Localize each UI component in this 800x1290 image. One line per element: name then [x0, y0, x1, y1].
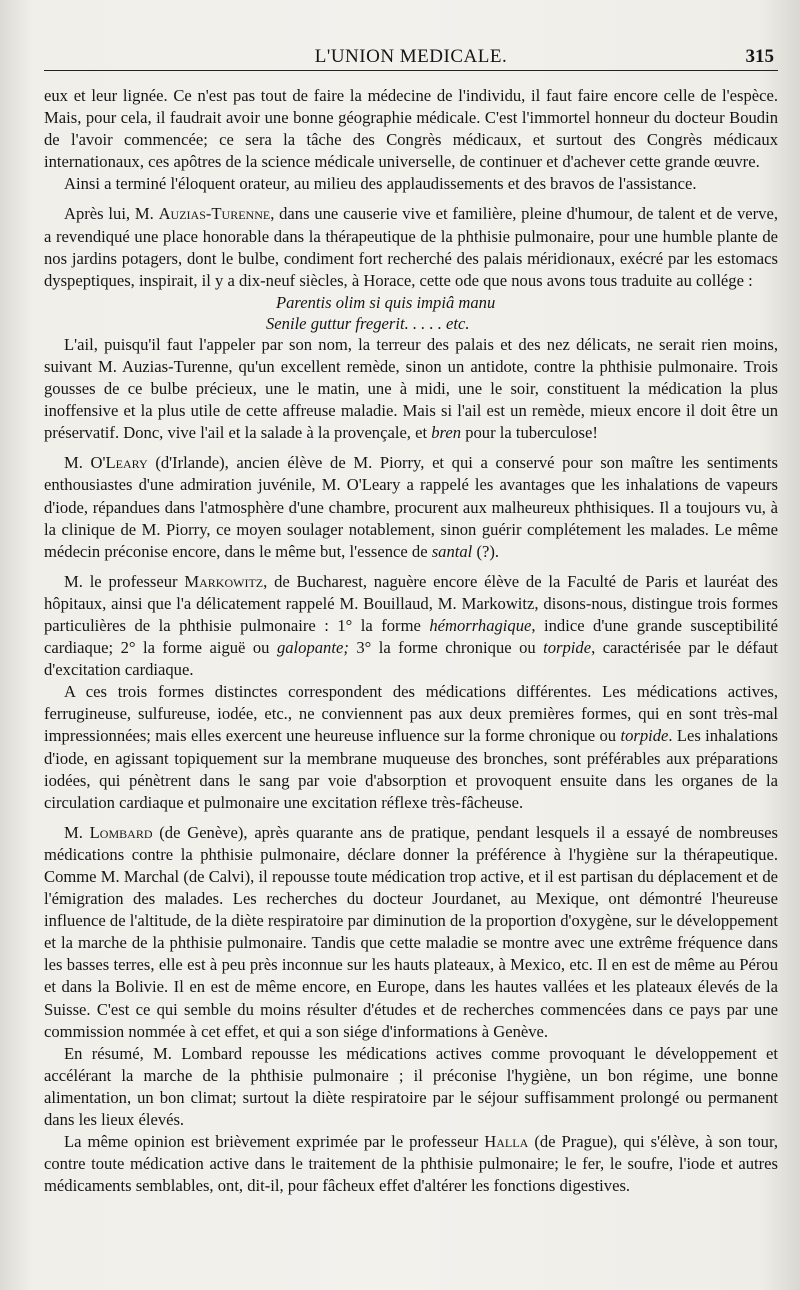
- italic-term: galopante;: [276, 638, 349, 658]
- person-name: Auzias-Turenne: [158, 204, 271, 224]
- text-span: L'ail, puisqu'il faut l'appeler par son nom, la terreur des palais et des nez délicats, ne serait rien moins, suivant M. Auzias-Turenne, qu'un excellent remède, sinon un antidote, contre la phthisie pulmonaire. Trois gousses de ce bulbe précieux, une le matin, une à midi, une le soir, constituent la médication la plus inoffensive et la plus utile de cette affreuse maladie. Mais si l'ail est un remède, mieux encore il doit être un préservatif. Donc, vive l'ail et la salade à la provençale, et: [44, 334, 778, 443]
- text-span: (de Genève), après quarante ans de pratique, pendant lesquels il a essayé de nombreuses médications contre la phthisie pulmonaire, déclare donner la préférence à l'hygiène sur la thérapeutique. Comme M. Marchal (de Calvi), il repousse toute médication trop active, et il est partisan du déplacement et de l'émigration des malades. Les recherches du docteur Jourdanet, au Mexique, ont démontré l'heureuse influence de l'altitude, de la diète respiratoire par diminution de la proportion d'oxygène, sur le développement et la marche de la phthisie pulmonaire. Tandis que cette maladie se montre avec une extrême fréquence dans les basses terres, elle est à peu près inconnue sur les hauts plateaux, à Mexico, etc. Il en est de même au Pérou et dans la Bolivie. Il en est de même encore, en Europe, dans les hautes vallées et les plateaux élevés de la Suisse. C'est ce qui semble du moins résulter d'études et de recherches commencées dans ce pays par une commission nommée à cet effet, et qui a son siége d'informations à Genève.: [44, 822, 778, 1041]
- text-span: , indice d'une grande susceptibilité cardiaque; 2° la forme aiguë ou: [44, 615, 778, 658]
- paragraph-2: Ainsi a terminé l'éloquent orateur, au milieu des applaudissements et des bravos de l'assistance.: [64, 174, 697, 194]
- person-name: Halla: [484, 1132, 529, 1152]
- page-header: [44, 40, 778, 71]
- text-span: M. le professeur: [64, 571, 185, 591]
- italic-term: bren: [431, 423, 462, 443]
- text-span: A ces trois formes distinctes correspondent des médications différentes. Les médications actives, ferrugineuse, sulfureuse, iodée, etc., ne conviennent pas aux deux premières formes, qui en sont très-mal impressionnées; mais elles exercent une heureuse influence sur la forme chronique ou: [44, 682, 778, 746]
- italic-term: torpide: [543, 638, 592, 658]
- text-span: . Les inhalations d'iode, en agissant topiquement sur la membrane muqueuse des bronches, sont préférables aux préparations iodées, qui pénètrent dans le sang par voie d'absorption et provoquent ensuite dans les organes de la circulation cardiaque et pulmonaire une excitation réflexe très-fâcheuse.: [44, 726, 778, 812]
- page-number: 315: [745, 46, 774, 67]
- person-name: O'Leary: [90, 453, 148, 473]
- text-span: pour la tuberculose!: [461, 423, 598, 443]
- quote-line-2: Senile guttur fregerit. . . . . etc.: [266, 313, 470, 333]
- text-span: M.: [64, 453, 91, 473]
- paragraph-8: [44, 822, 778, 1043]
- text-span: , dans une causerie vive et familière, pleine d'humour, de talent et de verve, a revendiqué une place honorable dans la thérapeutique de la phthisie pulmonaire, pour une humble plante de nos jardins potagers, dont le bulbe, condiment fort recherché des palais méridionaux, exécré par les estomacs dyspeptiques, inspirait, il y a dix-neuf siècles, à Horace, cette ode que nous avons tous traduite au collége :: [44, 204, 778, 290]
- text-span: La même opinion est brièvement exprimée par le professeur: [64, 1132, 485, 1152]
- latin-quotation: [44, 292, 778, 334]
- text-span: 3° la forme chronique ou: [348, 638, 544, 658]
- text-span: , de Bucharest, naguère encore élève de la Faculté de Paris et lauréat des hôpitaux, ainsi que l'a délicatement rappelé M. Bouillaud, M. Markowitz, disons-nous, distingue trois formes particulières de la phthisie pulmonaire : 1° la forme: [44, 571, 779, 635]
- paragraph-9: En résumé, M. Lombard repousse les médications actives comme provoquant le développement et accélérant la marche de la phthisie pulmonaire ; il préconise l'hygiène, un bon régime, une bonne alimentation, un bon climat; surtout la diète respiratoire par le séjour suffisamment prolongé ou permanent dans les lieux élevés.: [44, 1043, 778, 1130]
- italic-term: hémorrhagique: [429, 615, 532, 635]
- paragraph-4: [44, 334, 778, 444]
- paragraph-6: [44, 571, 778, 681]
- italic-term: torpide: [620, 726, 669, 746]
- paragraph-7: [44, 681, 778, 814]
- text-span: Après lui, M.: [64, 204, 159, 224]
- person-name: Markowitz: [184, 571, 264, 591]
- text-span: (?).: [472, 541, 500, 561]
- paragraph-10: [44, 1131, 778, 1197]
- paragraph-1: eux et leur lignée. Ce n'est pas tout de faire la médecine de l'individu, il faut faire encore celle de l'espèce. Mais, pour cela, il faudrait avoir une bonne géographie médicale. C'est l'immortel honneur du docteur Boudin de l'avoir commencée; ce sera la tâche des Congrès médicaux, et surtout des Congrès médicaux internationaux, ces apôtres de la science médicale universelle, de continuer et d'achever cette grande œuvre.: [44, 86, 778, 172]
- text-span: (d'Irlande), ancien élève de M. Piorry, et qui a conservé pour son maître les sentiments enthousiastes d'une admiration juvénile, M. O'Leary a rappelé les avantages que les inhalations de vapeurs d'iode, répandues dans l'atmosphère d'une chambre, procurent aux malheureux phthisiques. Il a toujours vu, à la clinique de M. Piorry, ce moyen soulager notablement, sinon guérir complétement les malades. Le même médecin préconise encore, dans le même but, l'essence de: [44, 453, 778, 561]
- running-title: L'UNION MEDICALE.: [314, 46, 508, 67]
- paragraph-3: [44, 203, 778, 291]
- text-span: M.: [64, 822, 90, 842]
- text-span: , caractérisée par le défaut d'excitation cardiaque.: [44, 638, 778, 680]
- italic-term: santal: [431, 541, 473, 561]
- quote-line-1: Parentis olim si quis impiâ manu: [276, 292, 496, 312]
- paragraph-5: [44, 452, 778, 562]
- text-span: (de Prague), qui s'élève, à son tour, contre toute médication active dans le traitement de la phthisie pulmonaire; le fer, le soufre, l'iode et autres médicaments semblables, ont, dit-il, pour fâcheux effet d'altérer les fonctions digestives.: [44, 1132, 778, 1196]
- person-name: Lombard: [89, 822, 153, 842]
